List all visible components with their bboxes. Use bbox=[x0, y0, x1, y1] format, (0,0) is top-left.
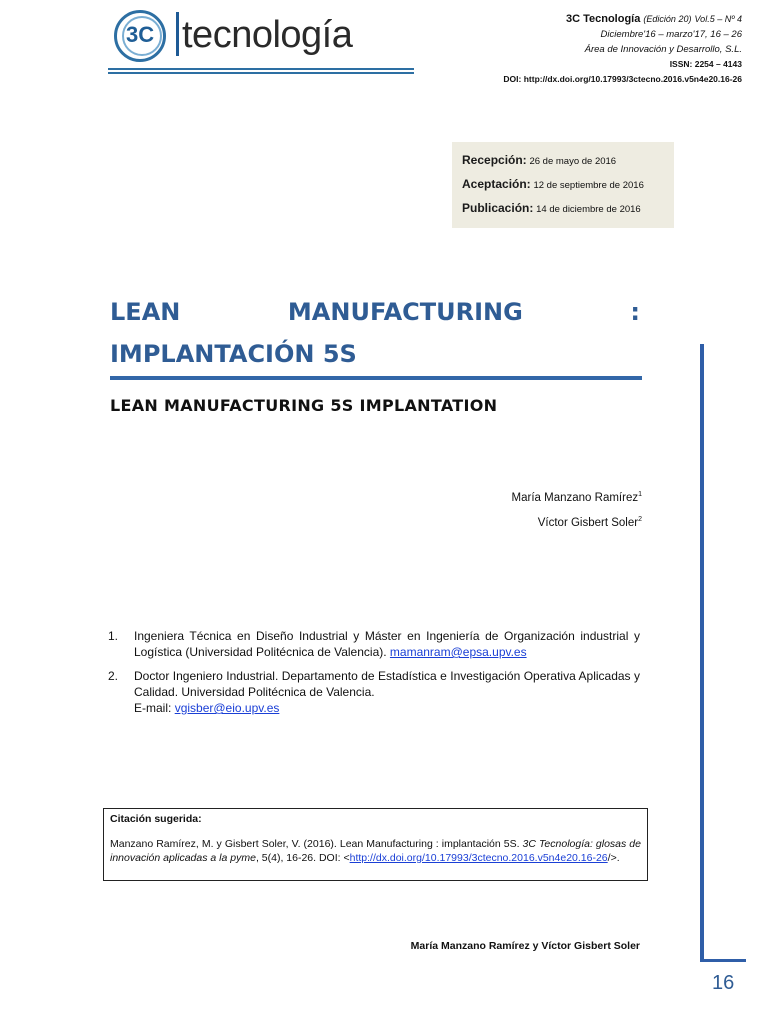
journal-logo bbox=[108, 8, 414, 72]
reception-value: 26 de mayo de 2016 bbox=[529, 156, 617, 167]
journal-header-info bbox=[382, 12, 742, 87]
author-email-link[interactable]: vgisber@eio.upv.es bbox=[174, 701, 280, 715]
publication-value: 14 de diciembre de 2016 bbox=[536, 204, 641, 215]
author: María Manzano Ramírez$^1$ bbox=[511, 491, 642, 504]
acceptance-label: Aceptación: bbox=[462, 177, 531, 191]
affiliation-text: Doctor Ingeniero Industrial. Departamento de Estadística e Investigación Operativa Aplicadas y Calidad. Universidad Politécnica de Valencia. bbox=[134, 669, 640, 699]
reception-label: Recepción: bbox=[462, 153, 527, 167]
email-label: E-mail: bbox=[134, 701, 172, 715]
title-rule bbox=[110, 376, 642, 380]
journal-area: Área de Innovación y Desarrollo, S.L. bbox=[584, 44, 742, 55]
citation-doi-link[interactable]: http://dx.doi.org/10.17993/3ctecno.2016.v5n4e20.16-26 bbox=[349, 852, 608, 864]
publication-label: Publicación: bbox=[462, 201, 534, 215]
side-rule-foot bbox=[700, 959, 746, 962]
title-colon: : bbox=[630, 298, 640, 326]
side-rule bbox=[700, 344, 704, 962]
citation-text: Manzano Ramírez, M. y Gisbert Soler, V. (2016). Lean Manufacturing : implantación 5S. 3C Tecnología: glosas de innovación aplicadas a la pyme, 5(4), 16-26. DOI: <http://dx.doi.org/10.17993/3ctecno.2016.v5n4e20.16-26/>. bbox=[110, 837, 641, 864]
author-list bbox=[512, 484, 642, 534]
acceptance-value: 12 de septiembre de 2016 bbox=[533, 180, 644, 191]
logo-rule bbox=[108, 68, 414, 70]
logo-divider bbox=[176, 12, 179, 56]
acceptance-row bbox=[462, 176, 664, 200]
title-word: LEAN bbox=[110, 298, 181, 326]
logo-rule bbox=[108, 72, 414, 74]
logo-emblem: 3C bbox=[126, 22, 155, 47]
reception-row bbox=[462, 152, 664, 176]
affiliations bbox=[108, 628, 640, 724]
logo-wordmark: tecnología bbox=[182, 14, 353, 56]
journal-issn: ISSN: 2254 – 4143 bbox=[669, 59, 742, 69]
title-word: MANUFACTURING bbox=[287, 298, 523, 326]
journal-volume: Vol.5 – Nº 4 bbox=[694, 14, 742, 24]
citation-box bbox=[103, 808, 648, 881]
citation-heading: Citación sugerida: bbox=[110, 813, 202, 825]
journal-edition: (Edición 20) bbox=[643, 14, 692, 24]
journal-period: Diciembre'16 – marzo'17, 16 – 26 bbox=[600, 29, 742, 40]
footer-authors: María Manzano Ramírez y Víctor Gisbert Soler bbox=[410, 940, 640, 952]
affiliation-item: 1. Ingeniera Técnica en Diseño Industrial y Máster en Ingeniería de Organización industrial y Logística (Universidad Politécnica de Valencia). mamanram@epsa.upv.es bbox=[108, 629, 640, 659]
page-number: 16 bbox=[712, 972, 735, 994]
affiliation-item: 2. Doctor Ingeniero Industrial. Departamento de Estadística e Investigación Operativa Aplicadas y Calidad. Universidad Politécnica de Valencia. E-mail: vgisber@eio.upv.es bbox=[108, 669, 640, 715]
affiliation-text: Ingeniera Técnica en Diseño Industrial y Máster en Ingeniería de Organización industrial y Logística (Universidad Politécnica de Valencia). bbox=[134, 629, 640, 659]
author-email-link[interactable]: mamanram@epsa.upv.es bbox=[389, 645, 527, 659]
publication-row bbox=[462, 200, 664, 224]
author: Víctor Gisbert Soler$^2$ bbox=[537, 515, 642, 529]
title-line-2: IMPLANTACIÓN 5S bbox=[110, 340, 357, 368]
english-title: LEAN MANUFACTURING 5S IMPLANTATION bbox=[110, 396, 498, 415]
title-line-1 bbox=[110, 298, 640, 326]
journal-doi: DOI: http://dx.doi.org/10.17993/3ctecno.2016.v5n4e20.16-26 bbox=[503, 74, 742, 84]
dates-box bbox=[452, 142, 674, 228]
journal-name: 3C Tecnología bbox=[565, 13, 641, 25]
